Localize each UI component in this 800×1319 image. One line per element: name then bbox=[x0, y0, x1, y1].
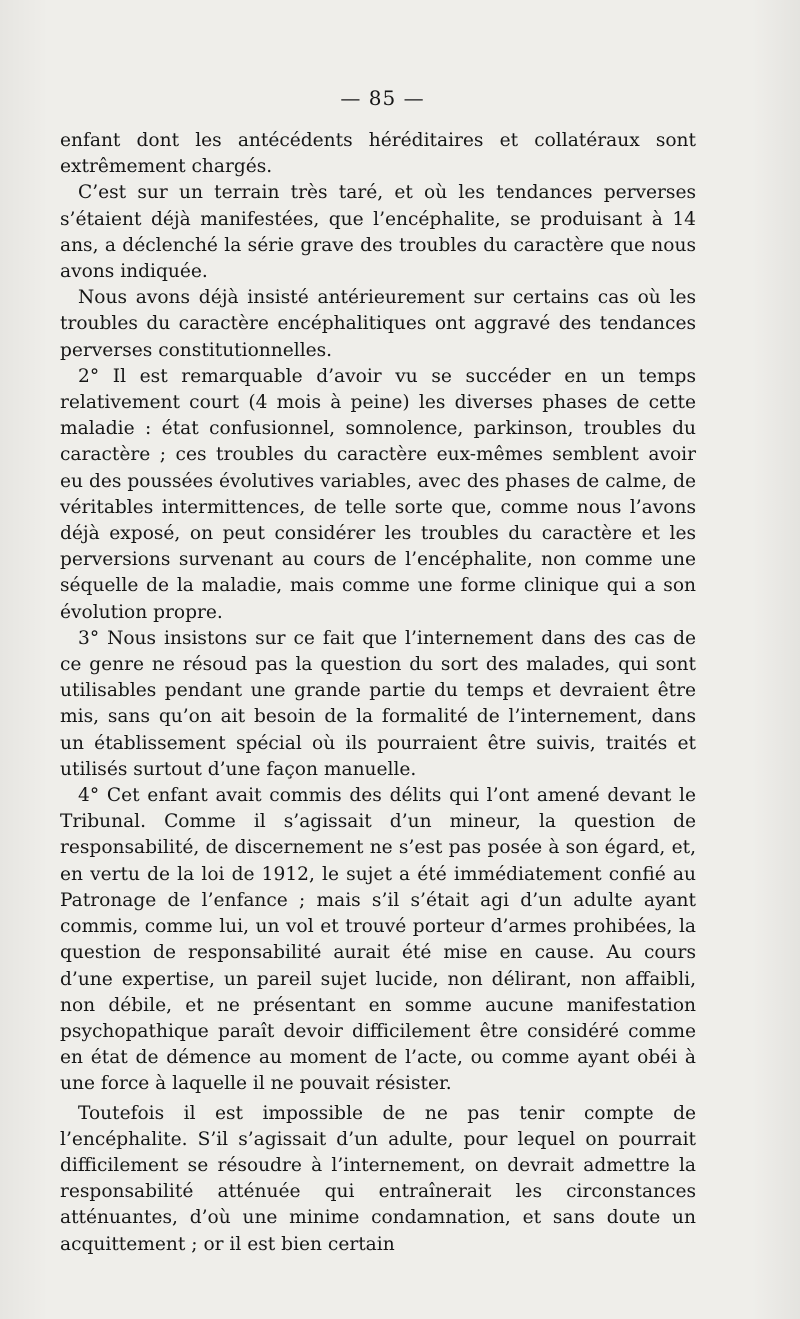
body-text bbox=[60, 128, 696, 1258]
paragraph-point-4: 4° Cet enfant avait commis des délits qui l’ont amené devant le Tribunal. Comme il s’agissait d’un mineur, la question de responsabilité, de discernement ne s’est pas posée à son égard, et, en vertu de la loi de 1912, le sujet a été immédiatement confié au Patronage de l’enfance ; mais s’il s’était agi d’un adulte ayant commis, comme lui, un vol et trouvé porteur d’armes prohibées, la question de responsabilité aurait été mise en cause. Au cours d’une expertise, un pareil sujet lucide, non délirant, non affaibli, non débile, et ne présentant en somme aucune manifestation psychopathique paraît devoir difficilement être considéré comme en état de démence au moment de l’acte, ou comme ayant obéi à une force à laquelle il ne pouvait résister. bbox=[60, 785, 696, 1095]
page-number: — 85 — bbox=[340, 86, 425, 110]
paragraph-anterieurement: Nous avons déjà insisté antérieurement sur certains cas où les troubles du caractère encéphalitiques ont aggravé des tendances perverses constitutionnelles. bbox=[60, 287, 696, 361]
paragraph-toutefois: Toutefois il est impossible de ne pas tenir compte de l’encéphalite. S’il s’agissait d’un adulte, pour lequel on pourrait difficilement se résoudre à l’internement, on devrait admettre la responsabilité atténuée qui entraînerait les circonstances atténuantes, d’où une minime condamnation, et sans doute un acquittement ; or il est bien certain bbox=[60, 1102, 696, 1255]
paragraph-point-2: 2° Il est remarquable d’avoir vu se succéder en un temps relativement court (4 mois à peine) les diverses phases de cette maladie : état confusionnel, somnolence, parkinson, troubles du caractère ; ces troubles du caractère eux-mêmes semblent avoir eu des poussées évolutives variables, avec des phases de calme, de véritables intermittences, de telle sorte que, comme nous l’avons déjà exposé, on peut considérer les troubles du caractère et les perversions survenant au cours de l’encéphalite, non comme une séquelle de la maladie, mais comme une forme clinique qui a son évolution propre. bbox=[60, 365, 696, 623]
paragraph-continuation: enfant dont les antécédents héréditaires et collatéraux sont extrêmement chargés. bbox=[60, 130, 696, 178]
paragraph-terrain: C’est sur un terrain très taré, et où les tendances perverses s’étaient déjà manifestées, que l’encéphalite, se produisant à 14 ans, a déclenché la série grave des troubles du caractère que nous avons indiquée. bbox=[60, 182, 696, 283]
paragraph-point-3: 3° Nous insistons sur ce fait que l’internement dans des cas de ce genre ne résoud pas la question du sort des malades, qui sont utilisables pendant une grande partie du temps et devraient être mis, sans qu’on ait besoin de la formalité de l’internement, dans un établissement spécial où ils pourraient être suivis, traités et utilisés surtout d’une façon manuelle. bbox=[60, 627, 696, 780]
